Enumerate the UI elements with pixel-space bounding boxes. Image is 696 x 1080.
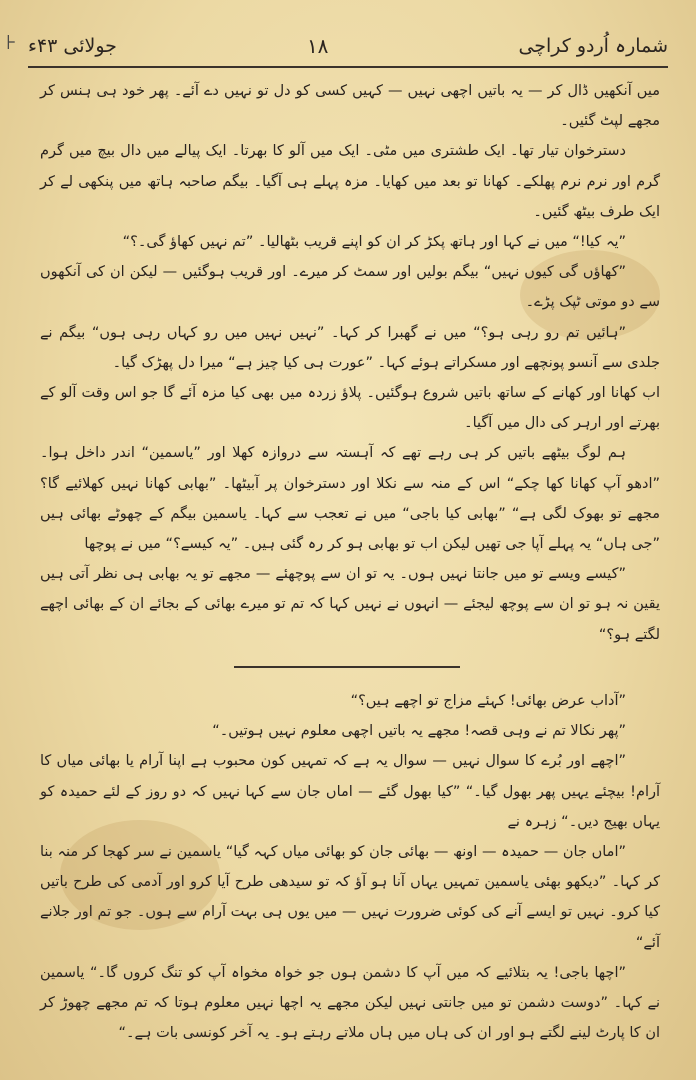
story-section-1	[40, 76, 660, 650]
paragraph: ”کھاؤں گی کیوں نہیں“ بیگم بولیں اور سمٹ کر میرے۔ اور قریب ہوگئیں — لیکن ان کی آنکھوں سے دو موتی ٹپک پڑے۔	[40, 264, 660, 311]
header-divider	[28, 66, 668, 68]
paragraph: ہم لوگ بیٹھے باتیں کر ہی رہے تھے کہ آہستہ سے دروازہ کھلا اور ”یاسمین“ اندر داخل ہوا۔ ”ادھو آپ کھانا کھا چکے“ اس کے منہ سے نکلا اور دسترخوان پر آبیٹھا۔ ”بھابی کھانا نہیں کھلائیے گا؟ مجھے تو بھوک لگی ہے“ ”بھابی کیا باجی“ میں نے تعجب سے کہا۔ یاسمین بیگم کے چھوٹے بھائی ہیں ”جی ہاں“ یہ پہلے آپا جی تھیں لیکن اب تو بھابی ہو کر رہ گئی ہیں۔ ”یہ کیسے؟“ میں نے پوچھا	[40, 445, 660, 553]
paragraph: ”اچھے اور بُرے کا سوال نہیں — سوال یہ ہے کہ تمہیں کون محبوب ہے اپنا آرام یا بھائی میاں کا آرام! بیچئے یہیں پھر بھول گیا۔“ ”کیا بھول گئے — اماں جان سے کہا نہیں کہ دو روز کے لئے حمیدہ کو یہاں بھیج دیں۔“ زہرہ نے	[40, 753, 660, 830]
section-divider	[234, 666, 460, 668]
paragraph: ”اچھا باجی! یہ بتلائیے کہ میں آپ کا دشمن ہوں جو خواہ مخواہ آپ کو تنگ کروں گا۔“ یاسمین نے کہا۔ ”دوست دشمن تو میں جانتی نہیں لیکن مجھے یہ اچھا نہیں معلوم ہوتا کہ تم مجھے چھوڑ کر ان کا پارٹ لینے لگتے ہو اور ان کی ہاں میں ہاں ملاتے رہتے ہو۔ یہ آخر کونسی بات ہے۔“	[40, 964, 660, 1042]
story-section-2	[40, 686, 660, 1048]
paragraph: ”آداب عرض بھائی! کہئے مزاج تو اچھے ہیں؟“	[350, 693, 626, 709]
paragraph: ”کیسے ویسے تو میں جانتا نہیں ہوں۔ یہ تو ان سے پوچھئے — مجھے تو یہ بھابی ہی نظر آتی ہیں یقین نہ ہو تو ان سے پوچھ لیجئے — انہوں نے نہیں کہا کہ تم تو میرے بھائی کے بجائے ان کے بھائی اچھے لگتے ہو؟“	[40, 566, 660, 643]
page-number: ۱۸	[306, 34, 329, 58]
paragraph: ”اماں جان — حمیدہ — اونھ — بھائی جان کو بھائی میاں کہہ گیا“ یاسمین نے سر کھجا کر منہ بنا کر کہا۔ ”دیکھو بھئی یاسمین تمہیں یہاں آنا ہو آؤ کہ تو سیدھی طرح آیا کرو اور آدمی کی طرح باتیں کیا کرو۔ نہیں تو ایسے آنے کی کوئی ضرورت نہیں — میں یوں ہی بہت آرام سے ہوں۔ جو تم اور جلانے آئے“	[40, 844, 660, 951]
issue-date: جولائی ۴۳ء	[28, 35, 117, 57]
paragraph: ”یہ کیا!“ میں نے کہا اور ہاتھ پکڑ کر ان کو اپنے قریب بٹھالیا۔ ”تم نہیں کھاؤ گی۔؟“	[122, 234, 626, 251]
magazine-title: شمارہ اُردو کراچی	[518, 35, 668, 57]
paragraph: میں آنکھیں ڈال کر — یہ باتیں اچھی نہیں — کہیں کسی کو دل تو نہیں دے آئے۔ پھر خود ہی ہنس کر مجھے لپٹ گئیں۔	[40, 83, 660, 130]
margin-mark: ⊦	[6, 30, 17, 54]
paragraph: ”پھر نکالا تم نے وہی قصہ! مجھے یہ باتیں اچھی معلوم نہیں ہوتیں۔“	[212, 723, 626, 740]
paragraph: دسترخوان تیار تھا۔ ایک طشتری میں مٹی۔ ایک میں آلو کا بھرتا۔ ایک پیالے میں دال بیچ میں گرم گرم اور نرم نرم پھلکے۔ کھانا تو بعد میں کھایا۔ مزہ پہلے ہی آگیا۔ بیگم صاحبہ ہاتھ میں پنکھی لے کر ایک طرف بیٹھ گئیں۔	[40, 143, 660, 220]
paragraph: اب کھانا اور کھانے کے ساتھ باتیں شروع ہوگئیں۔ پلاؤ زردہ میں بھی کیا مزہ آئے گا جو اس وقت آلو کے بھرتے اور ارہر کی دال میں آگیا۔	[40, 385, 660, 432]
page-header	[28, 26, 668, 66]
paragraph: ”ہائیں تم رو رہی ہو؟“ میں نے گھبرا کر کہا۔ ”نہیں نہیں میں رو کہاں رہی ہوں“ بیگم نے جلدی سے آنسو پونچھے اور مسکراتے ہوئے کہا۔ ”عورت ہی کیا چیز ہے“ میرا دل پھڑک گیا۔	[40, 324, 660, 371]
